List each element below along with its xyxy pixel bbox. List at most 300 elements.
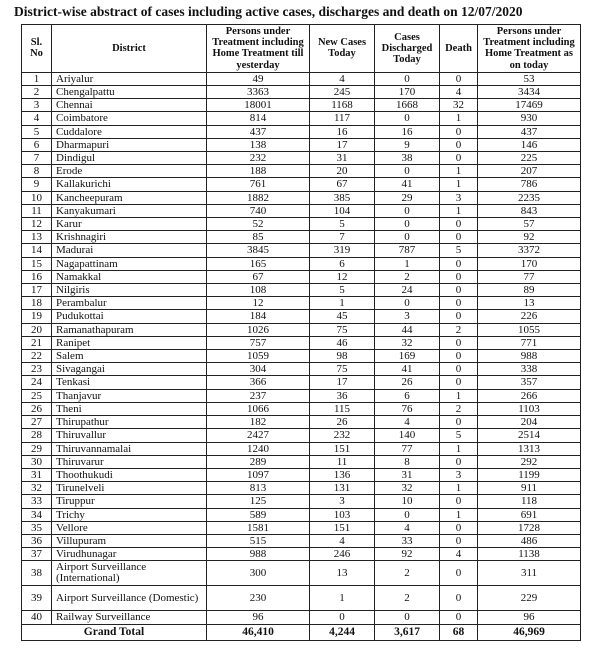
table-row xyxy=(22,204,581,217)
cell-new-cases: 45 xyxy=(310,310,375,323)
cell-death: 32 xyxy=(440,99,478,112)
table-row xyxy=(22,363,581,376)
cell-death: 0 xyxy=(440,455,478,468)
table-row xyxy=(22,586,581,611)
cell-new-cases: 319 xyxy=(310,244,375,257)
cell-death: 1 xyxy=(440,178,478,191)
cell-new-cases: 36 xyxy=(310,389,375,402)
cell-district: Pudukottai xyxy=(52,310,207,323)
cell-under-treatment-today: 292 xyxy=(478,455,581,468)
cell-discharged: 77 xyxy=(375,442,440,455)
cell-under-treatment-today: 57 xyxy=(478,218,581,231)
cell-new-cases: 245 xyxy=(310,86,375,99)
cell-new-cases: 385 xyxy=(310,191,375,204)
table-row xyxy=(22,468,581,481)
cell-under-treatment-yesterday: 437 xyxy=(207,125,310,138)
table-row xyxy=(22,257,581,270)
cell-district: Kallakurichi xyxy=(52,178,207,191)
cell-discharged: 2 xyxy=(375,561,440,586)
cell-under-treatment-yesterday: 67 xyxy=(207,270,310,283)
cell-under-treatment-yesterday: 1882 xyxy=(207,191,310,204)
cell-discharged: 3 xyxy=(375,310,440,323)
cell-discharged: 1668 xyxy=(375,99,440,112)
cell-under-treatment-yesterday: 1059 xyxy=(207,350,310,363)
cell-sl-no: 20 xyxy=(22,323,52,336)
table-row xyxy=(22,336,581,349)
cell-sl-no: 21 xyxy=(22,336,52,349)
cell-under-treatment-yesterday: 230 xyxy=(207,586,310,611)
grand-total-label: Grand Total xyxy=(22,624,207,640)
cell-under-treatment-today: 1055 xyxy=(478,323,581,336)
cell-under-treatment-today: 226 xyxy=(478,310,581,323)
header-discharged: Cases Discharged Today xyxy=(375,25,440,73)
table-row xyxy=(22,389,581,402)
cell-district: Nilgiris xyxy=(52,284,207,297)
cell-district: Dindigul xyxy=(52,152,207,165)
cell-new-cases: 75 xyxy=(310,323,375,336)
cell-death: 3 xyxy=(440,468,478,481)
cell-sl-no: 12 xyxy=(22,218,52,231)
cell-discharged: 0 xyxy=(375,72,440,85)
cell-death: 0 xyxy=(440,561,478,586)
cell-new-cases: 232 xyxy=(310,429,375,442)
cell-death: 2 xyxy=(440,323,478,336)
cell-discharged: 10 xyxy=(375,495,440,508)
cell-death: 0 xyxy=(440,611,478,624)
cell-discharged: 1 xyxy=(375,257,440,270)
cell-discharged: 92 xyxy=(375,548,440,561)
cell-death: 5 xyxy=(440,429,478,442)
cell-discharged: 0 xyxy=(375,112,440,125)
table-row xyxy=(22,270,581,283)
cell-under-treatment-today: 207 xyxy=(478,165,581,178)
cell-under-treatment-today: 357 xyxy=(478,376,581,389)
cell-discharged: 26 xyxy=(375,376,440,389)
cell-sl-no: 23 xyxy=(22,363,52,376)
cell-death: 5 xyxy=(440,244,478,257)
cell-district: Trichy xyxy=(52,508,207,521)
cell-under-treatment-yesterday: 3845 xyxy=(207,244,310,257)
cell-under-treatment-yesterday: 49 xyxy=(207,72,310,85)
table-row xyxy=(22,521,581,534)
cell-discharged: 2 xyxy=(375,270,440,283)
cell-discharged: 0 xyxy=(375,204,440,217)
cell-under-treatment-today: 338 xyxy=(478,363,581,376)
cell-district: Erode xyxy=(52,165,207,178)
cell-under-treatment-yesterday: 96 xyxy=(207,611,310,624)
cell-under-treatment-today: 170 xyxy=(478,257,581,270)
table-row xyxy=(22,376,581,389)
table-row xyxy=(22,455,581,468)
header-new-cases: New Cases Today xyxy=(310,25,375,73)
table-row xyxy=(22,152,581,165)
cell-under-treatment-today: 771 xyxy=(478,336,581,349)
cell-sl-no: 24 xyxy=(22,376,52,389)
cell-under-treatment-today: 146 xyxy=(478,138,581,151)
cell-under-treatment-yesterday: 366 xyxy=(207,376,310,389)
cell-under-treatment-yesterday: 1240 xyxy=(207,442,310,455)
cell-under-treatment-yesterday: 108 xyxy=(207,284,310,297)
header-under-treatment-today: Persons under Treatment including Home Treatment as on today xyxy=(478,25,581,73)
cell-new-cases: 67 xyxy=(310,178,375,191)
cell-sl-no: 15 xyxy=(22,257,52,270)
cell-under-treatment-today: 1313 xyxy=(478,442,581,455)
cell-discharged: 32 xyxy=(375,336,440,349)
cell-district: Krishnagiri xyxy=(52,231,207,244)
grand-total-yesterday: 46,410 xyxy=(207,624,310,640)
cell-death: 0 xyxy=(440,376,478,389)
cell-under-treatment-today: 911 xyxy=(478,482,581,495)
cell-under-treatment-today: 988 xyxy=(478,350,581,363)
table-row xyxy=(22,231,581,244)
table-row xyxy=(22,112,581,125)
cell-new-cases: 11 xyxy=(310,455,375,468)
cell-sl-no: 33 xyxy=(22,495,52,508)
cell-death: 1 xyxy=(440,112,478,125)
table-row xyxy=(22,218,581,231)
grand-total-discharged: 3,617 xyxy=(375,624,440,640)
cell-district: Airport Surveillance (Domestic) xyxy=(52,586,207,611)
header-sl-no: Sl. No xyxy=(22,25,52,73)
cell-death: 1 xyxy=(440,508,478,521)
table-row xyxy=(22,125,581,138)
cell-death: 0 xyxy=(440,495,478,508)
cell-discharged: 0 xyxy=(375,297,440,310)
cell-sl-no: 13 xyxy=(22,231,52,244)
cell-discharged: 4 xyxy=(375,521,440,534)
cell-under-treatment-yesterday: 237 xyxy=(207,389,310,402)
cell-new-cases: 6 xyxy=(310,257,375,270)
cell-district: Chennai xyxy=(52,99,207,112)
table-row xyxy=(22,310,581,323)
header-death: Death xyxy=(440,25,478,73)
cell-sl-no: 38 xyxy=(22,561,52,586)
cell-death: 2 xyxy=(440,402,478,415)
cell-under-treatment-today: 225 xyxy=(478,152,581,165)
table-row xyxy=(22,99,581,112)
cell-district: Thanjavur xyxy=(52,389,207,402)
cell-death: 1 xyxy=(440,442,478,455)
cell-discharged: 6 xyxy=(375,389,440,402)
cell-new-cases: 16 xyxy=(310,125,375,138)
cell-under-treatment-yesterday: 165 xyxy=(207,257,310,270)
cell-death: 1 xyxy=(440,165,478,178)
cell-under-treatment-yesterday: 1097 xyxy=(207,468,310,481)
cell-under-treatment-yesterday: 232 xyxy=(207,152,310,165)
cell-discharged: 170 xyxy=(375,86,440,99)
table-row xyxy=(22,350,581,363)
cell-district: Ranipet xyxy=(52,336,207,349)
cell-sl-no: 37 xyxy=(22,548,52,561)
table-row xyxy=(22,429,581,442)
cell-district: Cuddalore xyxy=(52,125,207,138)
cell-death: 4 xyxy=(440,86,478,99)
cell-death: 4 xyxy=(440,548,478,561)
cell-under-treatment-yesterday: 300 xyxy=(207,561,310,586)
cell-district: Tiruppur xyxy=(52,495,207,508)
cell-sl-no: 1 xyxy=(22,72,52,85)
cell-death: 0 xyxy=(440,138,478,151)
cell-death: 0 xyxy=(440,521,478,534)
cell-new-cases: 20 xyxy=(310,165,375,178)
cell-under-treatment-yesterday: 3363 xyxy=(207,86,310,99)
cell-sl-no: 2 xyxy=(22,86,52,99)
cell-discharged: 169 xyxy=(375,350,440,363)
cell-under-treatment-today: 13 xyxy=(478,297,581,310)
cell-under-treatment-yesterday: 1066 xyxy=(207,402,310,415)
cell-district: Villupuram xyxy=(52,534,207,547)
cell-under-treatment-today: 204 xyxy=(478,416,581,429)
cell-under-treatment-today: 2514 xyxy=(478,429,581,442)
cell-new-cases: 131 xyxy=(310,482,375,495)
cell-district: Thiruvannamalai xyxy=(52,442,207,455)
cell-under-treatment-yesterday: 184 xyxy=(207,310,310,323)
cell-district: Thiruvallur xyxy=(52,429,207,442)
cell-district: Perambalur xyxy=(52,297,207,310)
cell-new-cases: 103 xyxy=(310,508,375,521)
cell-new-cases: 17 xyxy=(310,138,375,151)
table-row xyxy=(22,495,581,508)
grand-total-row xyxy=(22,624,581,640)
cell-sl-no: 14 xyxy=(22,244,52,257)
cell-under-treatment-today: 786 xyxy=(478,178,581,191)
cell-under-treatment-yesterday: 814 xyxy=(207,112,310,125)
cell-discharged: 140 xyxy=(375,429,440,442)
cell-new-cases: 117 xyxy=(310,112,375,125)
cell-death: 1 xyxy=(440,482,478,495)
cell-new-cases: 13 xyxy=(310,561,375,586)
cell-district: Thoothukudi xyxy=(52,468,207,481)
header-row xyxy=(22,25,581,73)
table-row xyxy=(22,416,581,429)
cell-sl-no: 3 xyxy=(22,99,52,112)
cell-under-treatment-yesterday: 85 xyxy=(207,231,310,244)
cell-under-treatment-today: 96 xyxy=(478,611,581,624)
cell-sl-no: 35 xyxy=(22,521,52,534)
cell-sl-no: 4 xyxy=(22,112,52,125)
cell-new-cases: 4 xyxy=(310,534,375,547)
cell-district: Railway Surveillance xyxy=(52,611,207,624)
cell-death: 0 xyxy=(440,416,478,429)
cell-sl-no: 40 xyxy=(22,611,52,624)
cell-under-treatment-today: 930 xyxy=(478,112,581,125)
cell-under-treatment-today: 92 xyxy=(478,231,581,244)
cell-under-treatment-yesterday: 589 xyxy=(207,508,310,521)
cell-under-treatment-yesterday: 761 xyxy=(207,178,310,191)
cell-under-treatment-yesterday: 2427 xyxy=(207,429,310,442)
cell-death: 1 xyxy=(440,389,478,402)
cell-under-treatment-yesterday: 12 xyxy=(207,297,310,310)
table-row xyxy=(22,508,581,521)
table-row xyxy=(22,534,581,547)
cell-new-cases: 5 xyxy=(310,218,375,231)
table-row xyxy=(22,442,581,455)
cell-discharged: 787 xyxy=(375,244,440,257)
cell-under-treatment-yesterday: 1581 xyxy=(207,521,310,534)
cell-discharged: 32 xyxy=(375,482,440,495)
table-row xyxy=(22,323,581,336)
district-cases-table xyxy=(21,24,581,641)
table-row xyxy=(22,72,581,85)
cell-under-treatment-today: 437 xyxy=(478,125,581,138)
cell-under-treatment-today: 1103 xyxy=(478,402,581,415)
cell-discharged: 4 xyxy=(375,416,440,429)
cell-death: 0 xyxy=(440,336,478,349)
cell-discharged: 24 xyxy=(375,284,440,297)
cell-under-treatment-yesterday: 988 xyxy=(207,548,310,561)
cell-under-treatment-today: 53 xyxy=(478,72,581,85)
cell-new-cases: 26 xyxy=(310,416,375,429)
header-under-treatment-yesterday: Persons under Treatment including Home Treatment till yesterday xyxy=(207,25,310,73)
cell-discharged: 44 xyxy=(375,323,440,336)
table-row xyxy=(22,548,581,561)
cell-under-treatment-today: 266 xyxy=(478,389,581,402)
cell-district: Dharmapuri xyxy=(52,138,207,151)
cell-under-treatment-today: 1138 xyxy=(478,548,581,561)
cell-sl-no: 17 xyxy=(22,284,52,297)
cell-under-treatment-today: 17469 xyxy=(478,99,581,112)
cell-discharged: 2 xyxy=(375,586,440,611)
cell-sl-no: 22 xyxy=(22,350,52,363)
cell-sl-no: 30 xyxy=(22,455,52,468)
cell-sl-no: 34 xyxy=(22,508,52,521)
table-row xyxy=(22,611,581,624)
cell-under-treatment-today: 3434 xyxy=(478,86,581,99)
cell-district: Vellore xyxy=(52,521,207,534)
cell-discharged: 0 xyxy=(375,231,440,244)
cell-new-cases: 0 xyxy=(310,611,375,624)
cell-district: Thirupathur xyxy=(52,416,207,429)
cell-sl-no: 18 xyxy=(22,297,52,310)
cell-under-treatment-today: 2235 xyxy=(478,191,581,204)
cell-sl-no: 10 xyxy=(22,191,52,204)
cell-under-treatment-today: 3372 xyxy=(478,244,581,257)
cell-sl-no: 16 xyxy=(22,270,52,283)
cell-district: Madurai xyxy=(52,244,207,257)
cell-district: Ramanathapuram xyxy=(52,323,207,336)
cell-death: 0 xyxy=(440,72,478,85)
cell-district: Virudhunagar xyxy=(52,548,207,561)
cell-death: 0 xyxy=(440,586,478,611)
cell-new-cases: 1 xyxy=(310,297,375,310)
cell-discharged: 29 xyxy=(375,191,440,204)
cell-district: Ariyalur xyxy=(52,72,207,85)
cell-under-treatment-yesterday: 740 xyxy=(207,204,310,217)
cell-new-cases: 151 xyxy=(310,521,375,534)
cell-death: 0 xyxy=(440,270,478,283)
cell-new-cases: 46 xyxy=(310,336,375,349)
cell-under-treatment-yesterday: 138 xyxy=(207,138,310,151)
table-body xyxy=(22,72,581,624)
grand-total-today: 46,969 xyxy=(478,624,581,640)
table-row xyxy=(22,138,581,151)
cell-discharged: 16 xyxy=(375,125,440,138)
cell-death: 1 xyxy=(440,204,478,217)
cell-under-treatment-yesterday: 515 xyxy=(207,534,310,547)
table-row xyxy=(22,297,581,310)
cell-district: Tenkasi xyxy=(52,376,207,389)
cell-new-cases: 75 xyxy=(310,363,375,376)
table-row xyxy=(22,191,581,204)
cell-district: Airport Surveillance (International) xyxy=(52,561,207,586)
cell-district: Karur xyxy=(52,218,207,231)
cell-new-cases: 98 xyxy=(310,350,375,363)
cell-discharged: 0 xyxy=(375,611,440,624)
cell-new-cases: 246 xyxy=(310,548,375,561)
cell-death: 0 xyxy=(440,297,478,310)
cell-sl-no: 6 xyxy=(22,138,52,151)
cell-under-treatment-today: 1199 xyxy=(478,468,581,481)
cell-new-cases: 12 xyxy=(310,270,375,283)
cell-under-treatment-today: 229 xyxy=(478,586,581,611)
cell-new-cases: 5 xyxy=(310,284,375,297)
cell-sl-no: 39 xyxy=(22,586,52,611)
cell-discharged: 31 xyxy=(375,468,440,481)
cell-new-cases: 136 xyxy=(310,468,375,481)
cell-under-treatment-today: 486 xyxy=(478,534,581,547)
cell-death: 0 xyxy=(440,534,478,547)
cell-under-treatment-yesterday: 18001 xyxy=(207,99,310,112)
document-title: District-wise abstract of cases including active cases, discharges and death on 12/07/2020 xyxy=(14,4,523,19)
cell-sl-no: 32 xyxy=(22,482,52,495)
cell-discharged: 0 xyxy=(375,165,440,178)
cell-under-treatment-today: 77 xyxy=(478,270,581,283)
cell-sl-no: 8 xyxy=(22,165,52,178)
cell-new-cases: 104 xyxy=(310,204,375,217)
cell-sl-no: 26 xyxy=(22,402,52,415)
cell-district: Nagapattinam xyxy=(52,257,207,270)
cell-death: 0 xyxy=(440,152,478,165)
cell-death: 0 xyxy=(440,125,478,138)
cell-district: Kanyakumari xyxy=(52,204,207,217)
grand-total-new: 4,244 xyxy=(310,624,375,640)
cell-discharged: 8 xyxy=(375,455,440,468)
table-row xyxy=(22,284,581,297)
cell-under-treatment-today: 843 xyxy=(478,204,581,217)
cell-death: 0 xyxy=(440,218,478,231)
cell-death: 0 xyxy=(440,284,478,297)
cell-district: Sivagangai xyxy=(52,363,207,376)
cell-new-cases: 4 xyxy=(310,72,375,85)
cell-under-treatment-yesterday: 289 xyxy=(207,455,310,468)
table-row xyxy=(22,86,581,99)
cell-new-cases: 151 xyxy=(310,442,375,455)
cell-under-treatment-today: 1728 xyxy=(478,521,581,534)
cell-district: Kancheepuram xyxy=(52,191,207,204)
cell-death: 3 xyxy=(440,191,478,204)
cell-discharged: 38 xyxy=(375,152,440,165)
cell-sl-no: 29 xyxy=(22,442,52,455)
cell-discharged: 0 xyxy=(375,218,440,231)
cell-sl-no: 31 xyxy=(22,468,52,481)
cell-under-treatment-yesterday: 52 xyxy=(207,218,310,231)
cell-sl-no: 11 xyxy=(22,204,52,217)
cell-discharged: 33 xyxy=(375,534,440,547)
cell-sl-no: 19 xyxy=(22,310,52,323)
cell-district: Tirunelveli xyxy=(52,482,207,495)
cell-new-cases: 17 xyxy=(310,376,375,389)
cell-sl-no: 7 xyxy=(22,152,52,165)
cell-discharged: 76 xyxy=(375,402,440,415)
cell-district: Namakkal xyxy=(52,270,207,283)
grand-total-death: 68 xyxy=(440,624,478,640)
table-row xyxy=(22,178,581,191)
cell-discharged: 0 xyxy=(375,508,440,521)
table-row xyxy=(22,561,581,586)
table-row xyxy=(22,482,581,495)
cell-district: Thiruvarur xyxy=(52,455,207,468)
cell-district: Coimbatore xyxy=(52,112,207,125)
